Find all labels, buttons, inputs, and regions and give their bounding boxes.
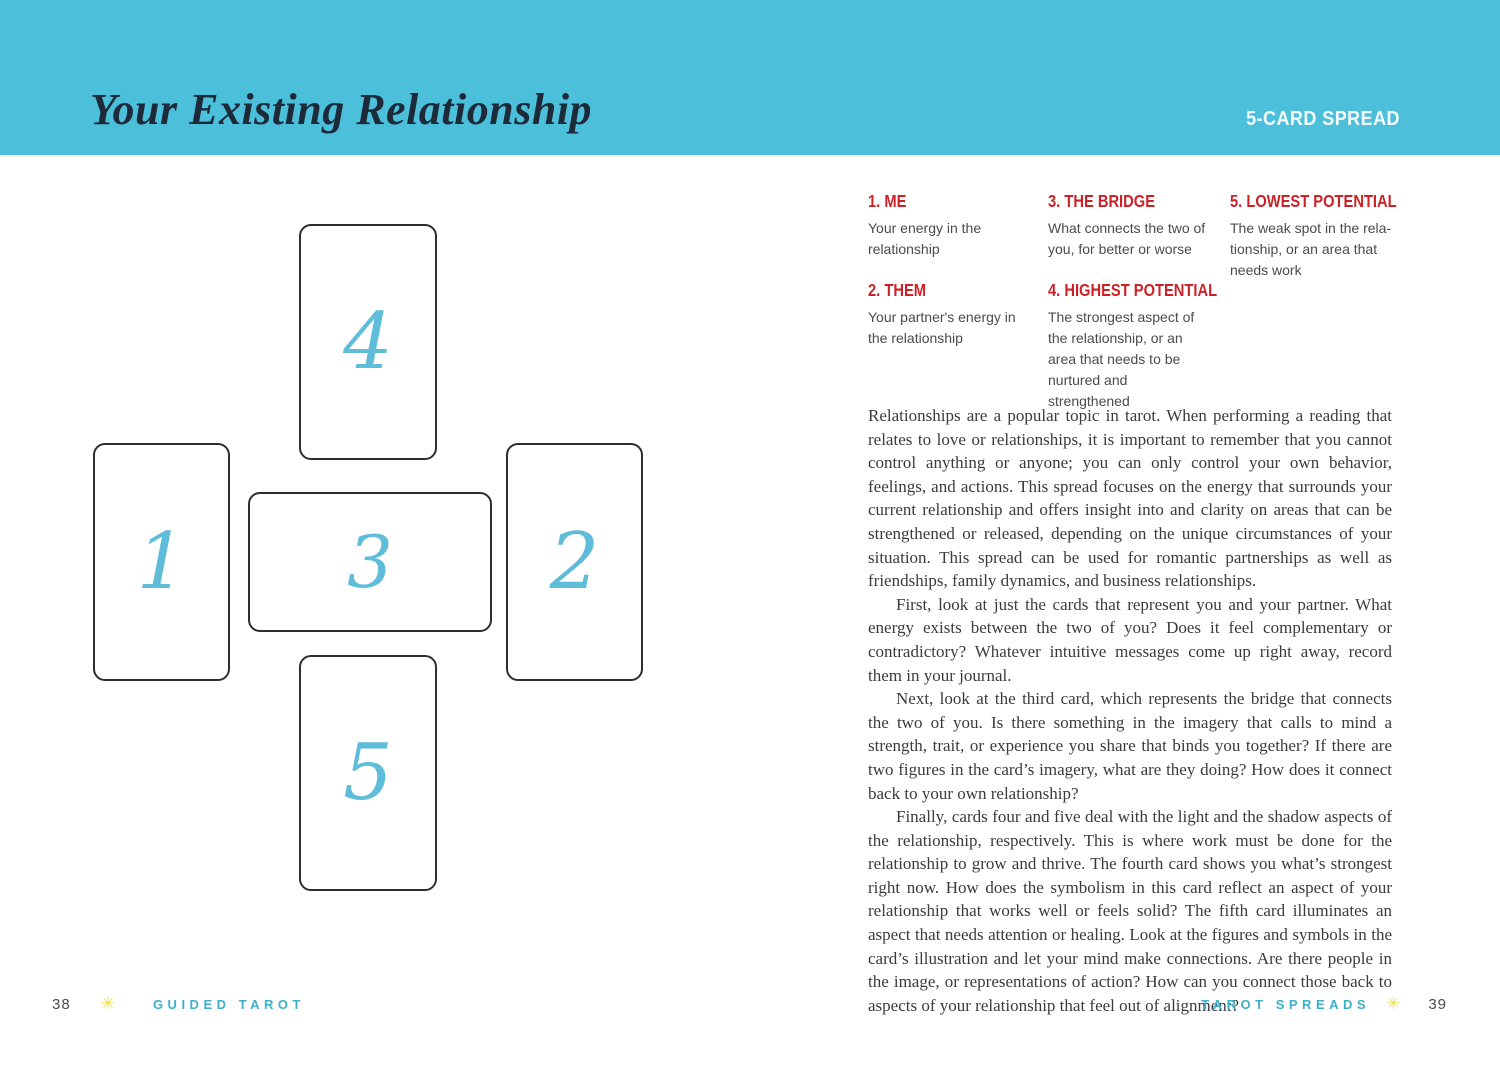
spread-type-label: 5-CARD SPREAD <box>1246 108 1400 130</box>
legend-description: The strongest aspect of the relationship, or an area that needs to be nurtured and strengthened <box>1048 309 1195 409</box>
legend-heading: 3. THE BRIDGE <box>1048 191 1156 211</box>
page-number: 38 <box>52 996 71 1013</box>
tarot-card-slot-2 <box>506 443 643 681</box>
body-paragraph: First, look at just the cards that represent you and your partner. What energy exists between the two of you? Does it feel complementary or contradictory? Whatever intuitive messages come up right away, record them in your journal. <box>868 594 1392 685</box>
footer-left <box>52 996 305 1013</box>
tarot-card-slot-1 <box>93 443 230 681</box>
page-number: 39 <box>1428 996 1447 1013</box>
legend-item-lowest-potential <box>1230 191 1398 281</box>
body-paragraph: Relationships are a popular topic in tarot. When performing a reading that relates to love or relationships, it is important to remember that you cannot control anything or anyone; you can only control your own behavior, feelings, and actions. This spread focuses on the energy that surrounds your current relationship and offers insight into and clarity on areas that can be strengthened or released, depending on the unique circumstances of your situation. This spread can be used for romantic partnerships as well as friendships, family dynamics, and business relationships. <box>868 406 1392 591</box>
footer-right <box>1201 996 1447 1013</box>
legend-heading: 1. ME <box>868 191 907 211</box>
legend-heading: 5. LOWEST POTENTIAL <box>1230 191 1397 211</box>
legend-heading: 2. THEM <box>868 280 926 300</box>
tarot-card-slot-3 <box>248 492 492 632</box>
spread-legend <box>868 191 1398 432</box>
card-number: 5 <box>343 728 393 818</box>
section-title: TAROT SPREADS <box>1201 997 1371 1012</box>
legend-column-1 <box>868 191 1028 432</box>
card-number: 4 <box>343 297 393 387</box>
legend-item-highest-potential <box>1048 280 1218 412</box>
body-paragraph: Finally, cards four and five deal with the light and the shadow aspects of the relationship, respectively. This is where work must be done for the relationship to grow and thrive. The fourth card shows you what’s strongest right now. How does the symbolism in this card reflect an aspect of your relationship that works well or feels solid? The fifth card illuminates an aspect that needs attention or healing. Look at the figures and symbols in the card’s illustration and let your mind make connections. Are there people in the image, or representations of action? How can you connect those back to aspects of your relationship that feel out of alignment? <box>868 807 1392 1015</box>
card-number: 2 <box>549 517 600 607</box>
chapter-banner <box>0 0 1500 155</box>
tarot-card-slot-5 <box>299 655 437 891</box>
sunburst-icon: ✳ <box>1386 994 1401 1014</box>
legend-item-the-bridge <box>1048 191 1210 260</box>
tarot-card-slot-4 <box>299 224 437 460</box>
card-number: 1 <box>136 517 187 607</box>
legend-description: What connects the two of you, for better or worse <box>1048 220 1206 257</box>
legend-description: Your energy in the relationship <box>868 220 982 257</box>
sunburst-icon: ✳ <box>100 994 115 1014</box>
card-number: 3 <box>347 520 393 604</box>
legend-item-them <box>868 280 1028 349</box>
page-title: Your Existing Relationship <box>90 85 593 134</box>
legend-description: Your partner's energy in the relationship <box>868 309 1016 346</box>
legend-column-2 <box>1048 191 1218 432</box>
legend-item-me <box>868 191 1028 260</box>
legend-heading: 4. HIGHEST POTENTIAL <box>1048 280 1218 300</box>
body-paragraph: Next, look at the third card, which represents the bridge that connects the two of you. Is there something in the imagery that calls to mind a strength, trait, or experience you share that binds you together? If there are two figures in the card’s imagery, what are they doing? How does it connect back to your own relationship? <box>868 689 1392 803</box>
book-title: GUIDED TAROT <box>152 997 305 1012</box>
legend-description: The weak spot in the relationship, or an area that needs work <box>1230 220 1392 278</box>
body-text <box>868 404 1392 1017</box>
legend-column-3 <box>1230 191 1398 432</box>
